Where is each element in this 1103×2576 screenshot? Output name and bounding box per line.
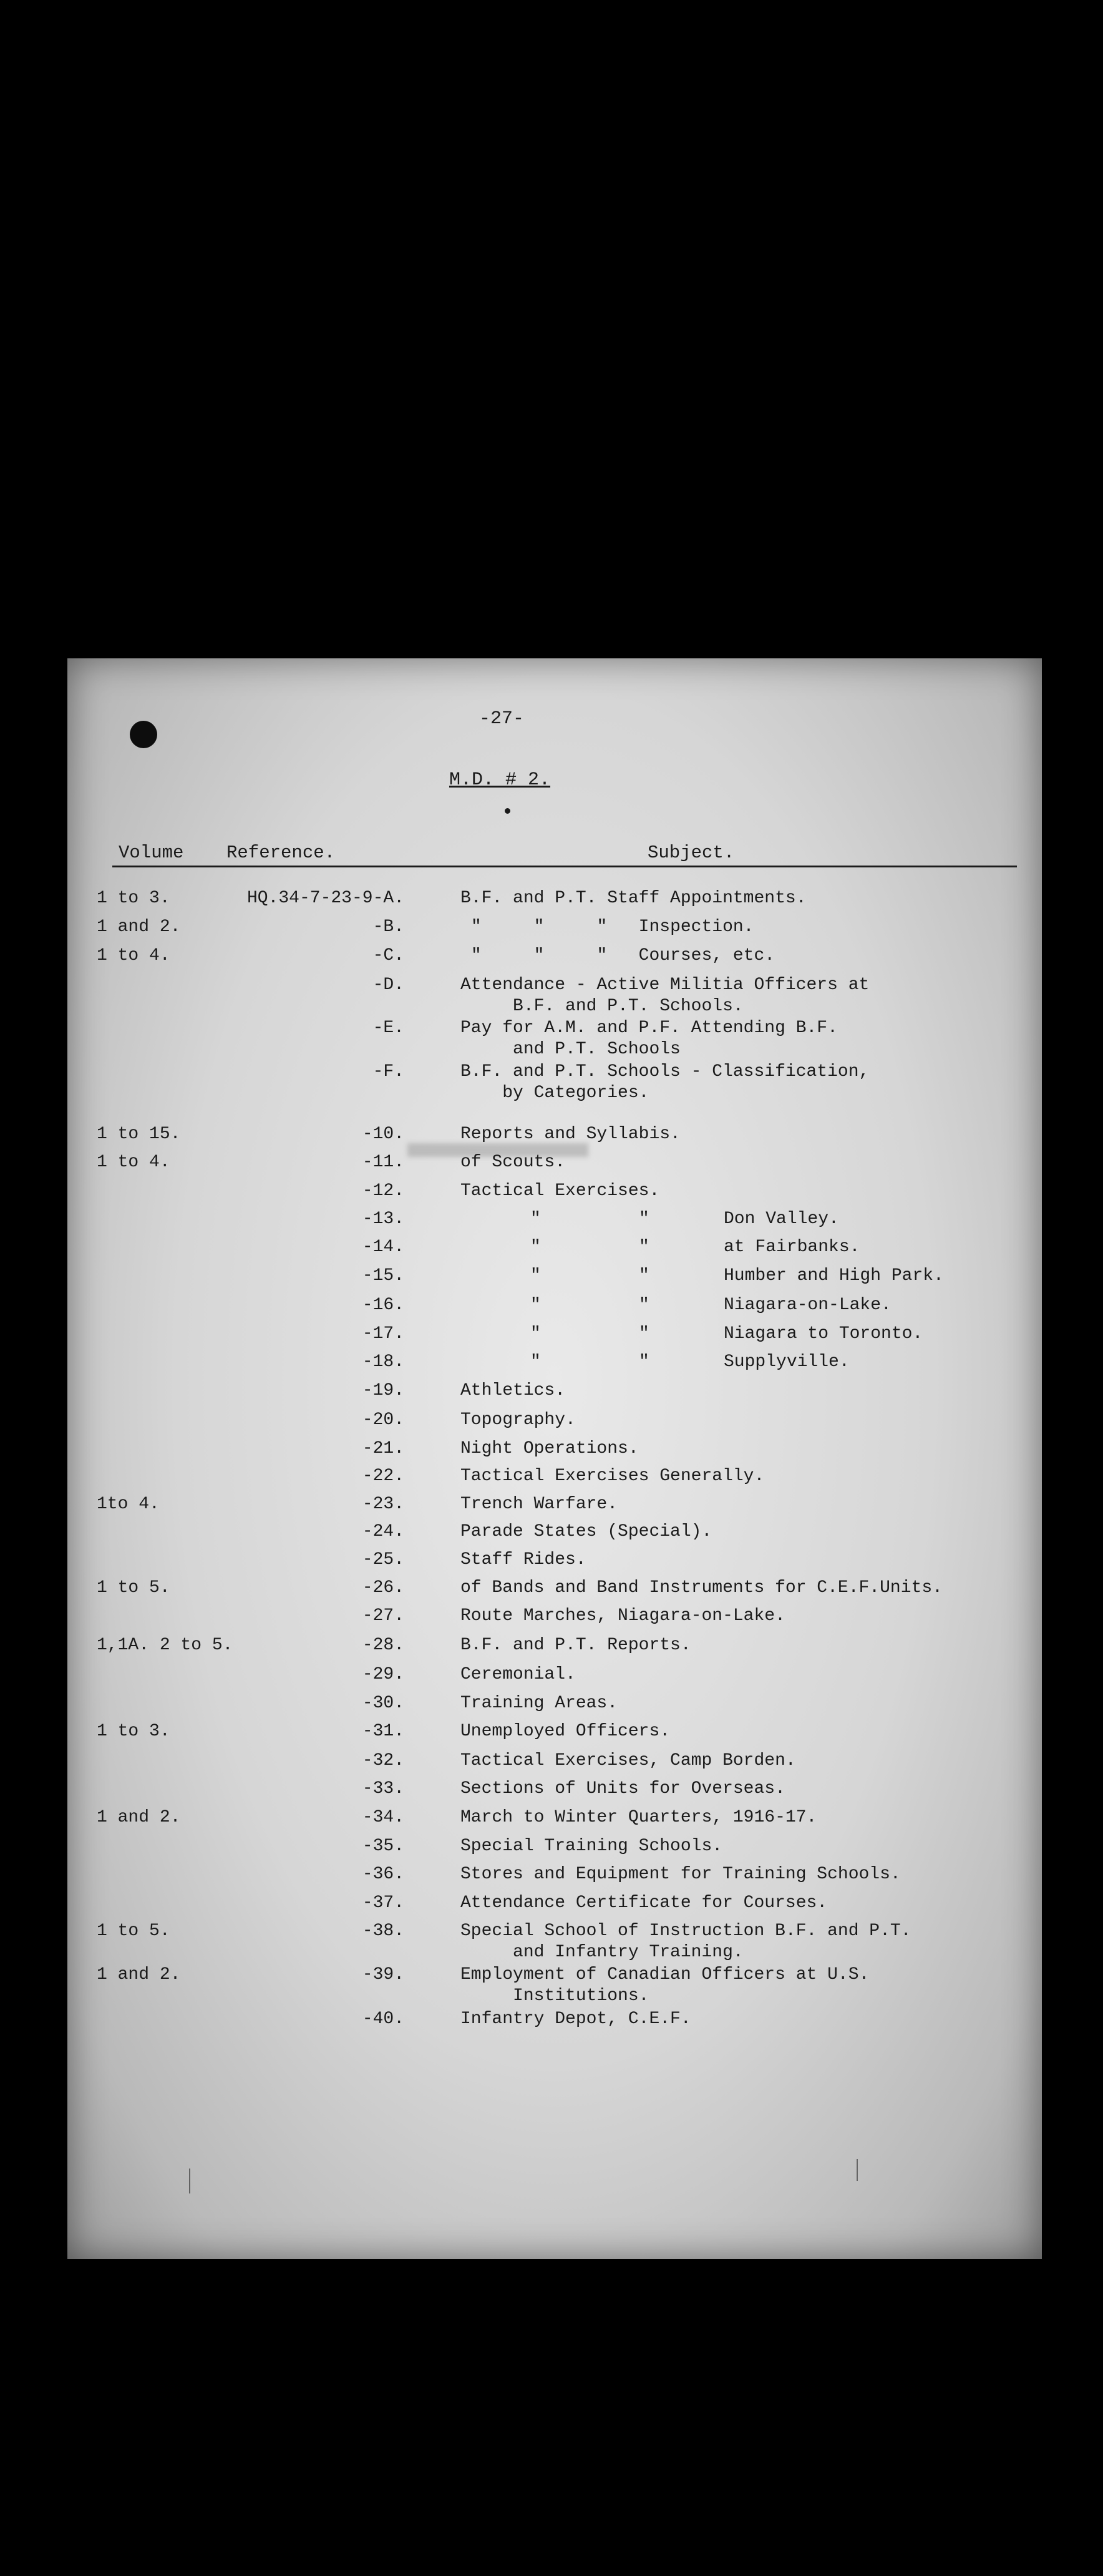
- reference-cell: -11.: [362, 1153, 404, 1172]
- reference-cell: HQ.34-7-23-9-A.: [246, 889, 404, 908]
- subject-cell: Tactical Exercises.: [460, 1181, 660, 1201]
- subject-cell: March to Winter Quarters, 1916-17.: [460, 1808, 817, 1827]
- ditto-mark: ": [530, 1352, 541, 1372]
- reference-cell: -36.: [362, 1865, 404, 1884]
- location-cell: Niagara to Toronto.: [724, 1324, 923, 1344]
- reference-cell: -30.: [362, 1694, 404, 1713]
- subject-cell: Tactical Exercises Generally.: [460, 1466, 765, 1486]
- subject-cell: Trench Warfare.: [460, 1495, 618, 1514]
- subject-cell: Infantry Depot, C.E.F.: [460, 2009, 691, 2029]
- ditto-mark: ": [639, 1266, 649, 1286]
- reference-cell: -D.: [372, 975, 404, 995]
- ditto-mark: ": [530, 1209, 541, 1229]
- subject-cell: B.F. and P.T. Staff Appointments.: [460, 889, 807, 908]
- location-cell: Supplyville.: [724, 1352, 850, 1372]
- subject-cell: Employment of Canadian Officers at U.S. Institutions.: [460, 1965, 870, 2006]
- ditto-mark: ": [639, 1295, 649, 1315]
- ditto-marks: " " " Inspection.: [460, 917, 754, 937]
- volume-cell: 1 to 15.: [97, 1125, 181, 1144]
- header-subject: Subject.: [648, 842, 735, 863]
- ditto-mark: ": [530, 1295, 541, 1315]
- reference-cell: -24.: [362, 1522, 404, 1541]
- reference-cell: -B.: [372, 917, 404, 937]
- subject-cell: Special School of Instruction B.F. and P.T. and Infantry Training.: [460, 1921, 911, 1962]
- subject-cell: Athletics.: [460, 1381, 566, 1400]
- reference-cell: -15.: [362, 1266, 404, 1286]
- ditto-mark: ": [530, 1266, 541, 1286]
- location-cell: Humber and High Park.: [724, 1266, 944, 1286]
- subject-cell: Topography.: [460, 1410, 576, 1430]
- reference-cell: -20.: [362, 1410, 404, 1430]
- reference-cell: -19.: [362, 1381, 404, 1400]
- volume-cell: 1 to 4.: [97, 1153, 170, 1172]
- subject-cell: Staff Rides.: [460, 1550, 586, 1569]
- subject-cell: Parade States (Special).: [460, 1522, 712, 1541]
- district-heading: M.D. # 2.: [449, 769, 551, 791]
- reference-cell: -22.: [362, 1466, 404, 1486]
- subject-cell: Route Marches, Niagara-on-Lake.: [460, 1606, 785, 1626]
- reference-cell: -E.: [372, 1018, 404, 1038]
- subject-cell: Stores and Equipment for Training Schools.: [460, 1865, 901, 1884]
- volume-cell: 1 to 5.: [97, 1921, 170, 1941]
- subject-cell: Special Training Schools.: [460, 1837, 723, 1856]
- subject-cell: Reports and Syllabis.: [460, 1125, 681, 1144]
- reference-cell: -28.: [362, 1636, 404, 1655]
- reference-cell: -40.: [362, 2009, 404, 2029]
- reference-cell: -29.: [362, 1665, 404, 1684]
- reference-cell: -25.: [362, 1550, 404, 1569]
- volume-cell: 1 to 4.: [97, 946, 170, 965]
- reference-cell: -12.: [362, 1181, 404, 1201]
- subject-cell: Pay for A.M. and P.F. Attending B.F. and P.T. Schools: [460, 1018, 838, 1059]
- header-reference: Reference.: [226, 842, 336, 863]
- reference-cell: -21.: [362, 1439, 404, 1458]
- reference-cell: -F.: [372, 1062, 404, 1081]
- document-page: [67, 658, 1042, 2259]
- reference-cell: -16.: [362, 1295, 404, 1315]
- volume-cell: 1 to 3.: [97, 1722, 170, 1741]
- ditto-mark: ": [639, 1352, 649, 1372]
- reference-cell: -26.: [362, 1578, 404, 1598]
- subject-cell: Sections of Units for Overseas.: [460, 1779, 785, 1798]
- subject-cell: of Scouts.: [460, 1153, 566, 1172]
- ditto-mark: ": [639, 1237, 649, 1257]
- subject-cell: Attendance - Active Militia Officers at B.F. and P.T. Schools.: [460, 975, 870, 1016]
- volume-cell: 1,1A. 2 to 5.: [97, 1636, 233, 1655]
- reference-cell: -18.: [362, 1352, 404, 1372]
- index-table: [67, 658, 1042, 2259]
- volume-cell: 1 to 5.: [97, 1578, 170, 1598]
- location-cell: Niagara-on-Lake.: [724, 1295, 892, 1315]
- subject-cell: Attendance Certificate for Courses.: [460, 1893, 828, 1913]
- subject-cell: Training Areas.: [460, 1694, 618, 1713]
- subject-cell: B.F. and P.T. Schools - Classification, by Categories.: [460, 1062, 870, 1103]
- reference-cell: -23.: [362, 1495, 404, 1514]
- subject-cell: Ceremonial.: [460, 1665, 576, 1684]
- subject-cell: Tactical Exercises, Camp Borden.: [460, 1751, 796, 1770]
- reference-cell: -27.: [362, 1606, 404, 1626]
- reference-cell: -C.: [372, 946, 404, 965]
- location-cell: Don Valley.: [724, 1209, 839, 1229]
- subject-cell: Unemployed Officers.: [460, 1722, 671, 1741]
- volume-cell: 1 and 2.: [97, 1808, 181, 1827]
- reference-cell: -37.: [362, 1893, 404, 1913]
- ditto-marks: " " " Courses, etc.: [460, 946, 775, 965]
- location-cell: at Fairbanks.: [724, 1237, 860, 1257]
- ditto-mark: ": [530, 1237, 541, 1257]
- ditto-mark: ": [639, 1209, 649, 1229]
- subject-cell: of Bands and Band Instruments for C.E.F.Units.: [460, 1578, 943, 1598]
- ditto-mark: ": [530, 1324, 541, 1344]
- reference-cell: -31.: [362, 1722, 404, 1741]
- reference-cell: -38.: [362, 1921, 404, 1941]
- page-number: -27-: [479, 708, 525, 729]
- reference-cell: -13.: [362, 1209, 404, 1229]
- reference-cell: -34.: [362, 1808, 404, 1827]
- reference-cell: -33.: [362, 1779, 404, 1798]
- ditto-mark: ": [639, 1324, 649, 1344]
- subject-cell: B.F. and P.T. Reports.: [460, 1636, 691, 1655]
- reference-cell: -35.: [362, 1837, 404, 1856]
- reference-cell: -14.: [362, 1237, 404, 1257]
- header-volume: Volume: [119, 842, 184, 863]
- volume-cell: 1 and 2.: [97, 917, 181, 937]
- volume-cell: 1to 4.: [97, 1495, 160, 1514]
- reference-cell: -39.: [362, 1965, 404, 1984]
- reference-cell: -32.: [362, 1751, 404, 1770]
- subject-cell: Night Operations.: [460, 1439, 639, 1458]
- reference-cell: -17.: [362, 1324, 404, 1344]
- reference-cell: -10.: [362, 1125, 404, 1144]
- volume-cell: 1 and 2.: [97, 1965, 181, 1984]
- volume-cell: 1 to 3.: [97, 889, 170, 908]
